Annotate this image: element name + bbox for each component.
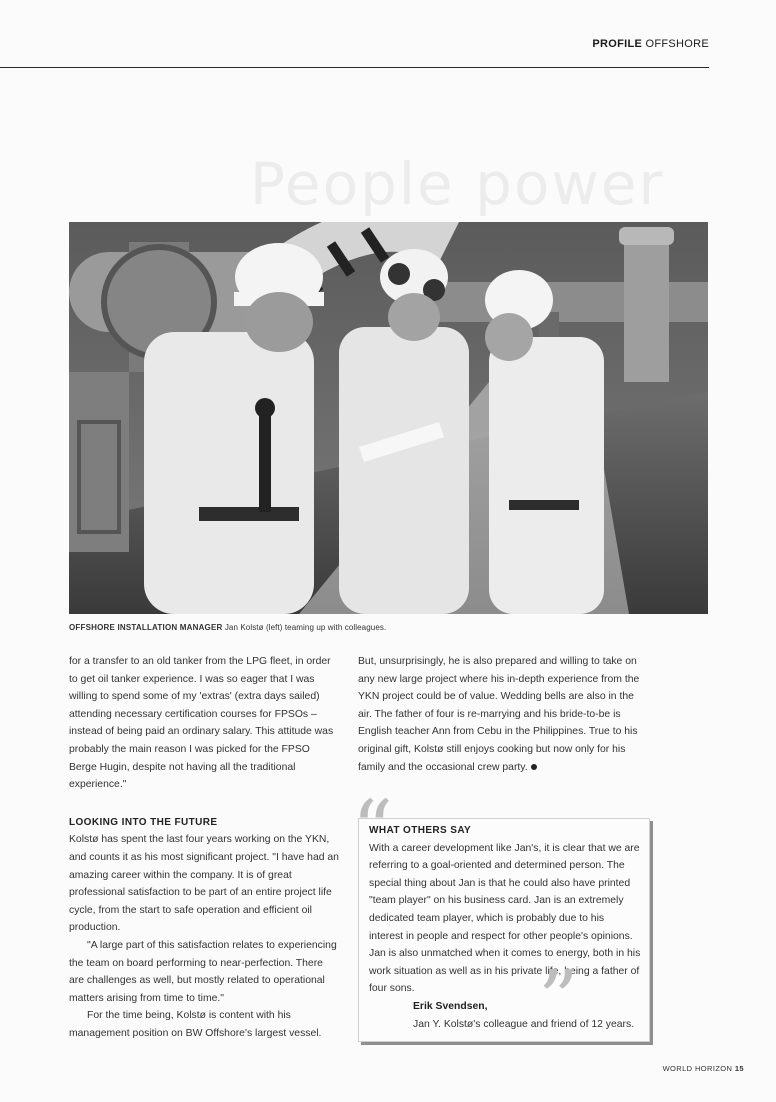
caption-lead: OFFSHORE INSTALLATION MANAGER	[69, 623, 223, 632]
page-footer	[663, 1064, 744, 1073]
footer-magazine: WORLD HORIZON	[662, 1064, 733, 1073]
footer-page-number: 15	[734, 1064, 744, 1073]
quote-text: With a career development like Jan's, it is clear that we are referring to a goal-oriented and determined person. The special thing about Jan is that he could also have printed "team player" on his business card. Jan is an extremely dedicated team player, which is probably due to his interest in people and respect for other people's opinions. Jan is also unmatched when it comes to energy, both in his work situation as well as in his private life, being a father of four sons.	[369, 842, 641, 995]
right-column	[358, 653, 640, 776]
header-section: PROFILE	[592, 38, 643, 50]
left-paragraph-4: For the time being, Kolstø is content with his management position on BW Offshore's largest vessel.	[69, 1010, 322, 1039]
header-subsection: OFFSHORE	[645, 38, 709, 50]
article-photo	[69, 222, 708, 614]
page-header	[592, 38, 709, 50]
quote-author: Erik Svendsen,	[413, 1000, 488, 1012]
left-paragraph-2: Kolstø has spent the last four years working on the YKN, and counts it as his most significant project. "I have had an amazing career within the company. It is of great professional satisfaction to be part of an entire project life cycle, from the start to safe operation and efficient oil production.	[69, 834, 339, 934]
quote-heading: WHAT OTHERS SAY	[369, 825, 472, 836]
header-rule	[0, 67, 709, 68]
close-quote-mark-icon: ”	[538, 953, 579, 1046]
photo-caption	[69, 623, 709, 632]
end-bullet-icon	[531, 764, 537, 770]
left-paragraph-3: "A large part of this satisfaction relates to experiencing the team on board performing to near-perfection. There are challenges as well, but mostly related to operational matters arising from time to time."	[69, 939, 337, 1004]
section-heading: LOOKING INTO THE FUTURE	[69, 816, 218, 828]
caption-text: Jan Kolstø (left) teaming up with colleagues.	[222, 623, 387, 632]
right-paragraph-1-text: But, unsurprisingly, he is also prepared and willing to take on any new large project where his in-depth experience from the YKN project could be of value. Wedding bells are also in the air. The father of four is re-marrying and his bride-to-be is English teacher Ann from Cebu in the Philippines. True to his original gift, Kolstø still enjoys cooking but now only for his family and the occasional crew party.	[358, 656, 640, 773]
quote-role: Jan Y. Kolstø's colleague and friend of 12 years.	[413, 1018, 635, 1030]
left-column	[69, 653, 339, 1042]
right-paragraph-1	[358, 653, 640, 776]
left-paragraph-1: for a transfer to an old tanker from the LPG fleet, in order to get oil tanker experience. I was so eager that I was willing to spend some of my 'extras' (extra days sailed) attending necessary certification courses for FPSOs – instead of being paid an ordinary salary. This attitude was probably the main reason I was picked for the FPSO Berge Hugin, despite not having all the traditional experience."	[69, 656, 334, 791]
quote-content	[369, 822, 641, 1033]
photo-offshore-crew-icon	[69, 222, 708, 614]
ghost-title: People power	[250, 150, 665, 218]
open-quote-mark-icon: “	[352, 783, 393, 876]
